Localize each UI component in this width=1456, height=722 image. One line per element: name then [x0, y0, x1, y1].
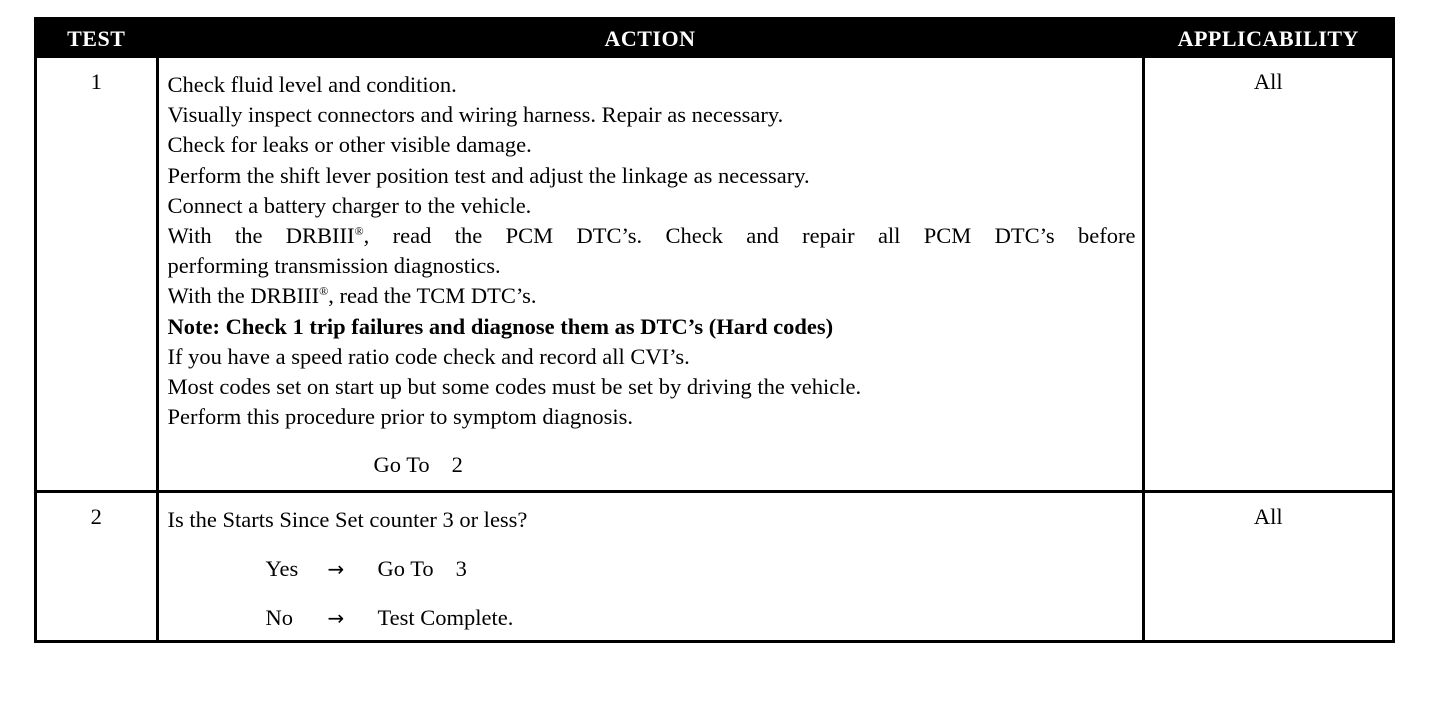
yes-branch	[168, 554, 1136, 584]
header-action: ACTION	[157, 20, 1143, 58]
action-line-part: , read the TCM DTC’s.	[328, 283, 537, 309]
action-text	[159, 58, 1142, 480]
header-test: TEST	[37, 20, 157, 58]
question-text: Is the Starts Since Set counter 3 or less?	[167, 507, 528, 532]
action-line: Perform this procedure prior to symptom diagnosis.	[167, 404, 634, 430]
action-line-part: , read the PCM DTC’s. Check and repair all PCM DTC’s before	[363, 223, 1136, 249]
action-line-part: With the DRBIII	[167, 223, 355, 249]
no-branch	[168, 603, 1136, 633]
no-label: No	[265, 605, 293, 631]
test-number: 1	[90, 69, 102, 94]
action-line: Perform the shift lever position test and adjust the linkage as necessary.	[167, 162, 810, 188]
action-line	[168, 281, 1136, 311]
test-number: 2	[90, 504, 102, 529]
action-line: Check for leaks or other visible damage.	[167, 132, 532, 158]
applicability-value: All	[1253, 69, 1283, 94]
registered-mark: ®	[319, 284, 329, 299]
action-line	[168, 221, 1136, 251]
action-cell	[157, 492, 1143, 641]
action-line: performing transmission diagnostics.	[167, 253, 501, 279]
diagnostic-test-table	[34, 17, 1395, 643]
action-text	[159, 493, 1142, 633]
goto-target: 2	[451, 452, 463, 478]
yes-destination-number: 3	[455, 556, 467, 582]
action-line-part: With the DRBIII	[167, 283, 320, 309]
goto-instruction	[168, 450, 1136, 480]
applicability-cell	[1143, 492, 1392, 641]
yes-label: Yes	[265, 556, 299, 582]
applicability-cell	[1143, 58, 1392, 492]
header-row	[37, 20, 1392, 58]
no-destination: Test Complete.	[377, 605, 514, 631]
action-line: If you have a speed ratio code check and record all CVI’s.	[167, 343, 690, 369]
header-applicability: APPLICABILITY	[1143, 20, 1392, 58]
table-row	[37, 492, 1392, 641]
yes-destination-label: Go To	[377, 556, 434, 582]
arrow-right-icon: →	[327, 557, 345, 582]
applicability-value: All	[1253, 504, 1283, 529]
action-note: Note: Check 1 trip failures and diagnose them as DTC’s (Hard codes)	[167, 313, 834, 339]
goto-label: Go To	[373, 452, 430, 478]
test-table	[37, 20, 1392, 640]
test-cell	[37, 58, 157, 492]
arrow-right-icon: →	[327, 606, 345, 631]
action-cell	[157, 58, 1143, 492]
action-line: Most codes set on start up but some codes must be set by driving the vehicle.	[167, 374, 862, 400]
action-line: Check fluid level and condition.	[167, 72, 457, 97]
test-cell	[37, 492, 157, 641]
action-line: Connect a battery charger to the vehicle.	[167, 192, 532, 218]
table-row	[37, 58, 1392, 492]
action-line: Visually inspect connectors and wiring harness. Repair as necessary.	[167, 102, 784, 128]
registered-mark: ®	[354, 224, 364, 239]
